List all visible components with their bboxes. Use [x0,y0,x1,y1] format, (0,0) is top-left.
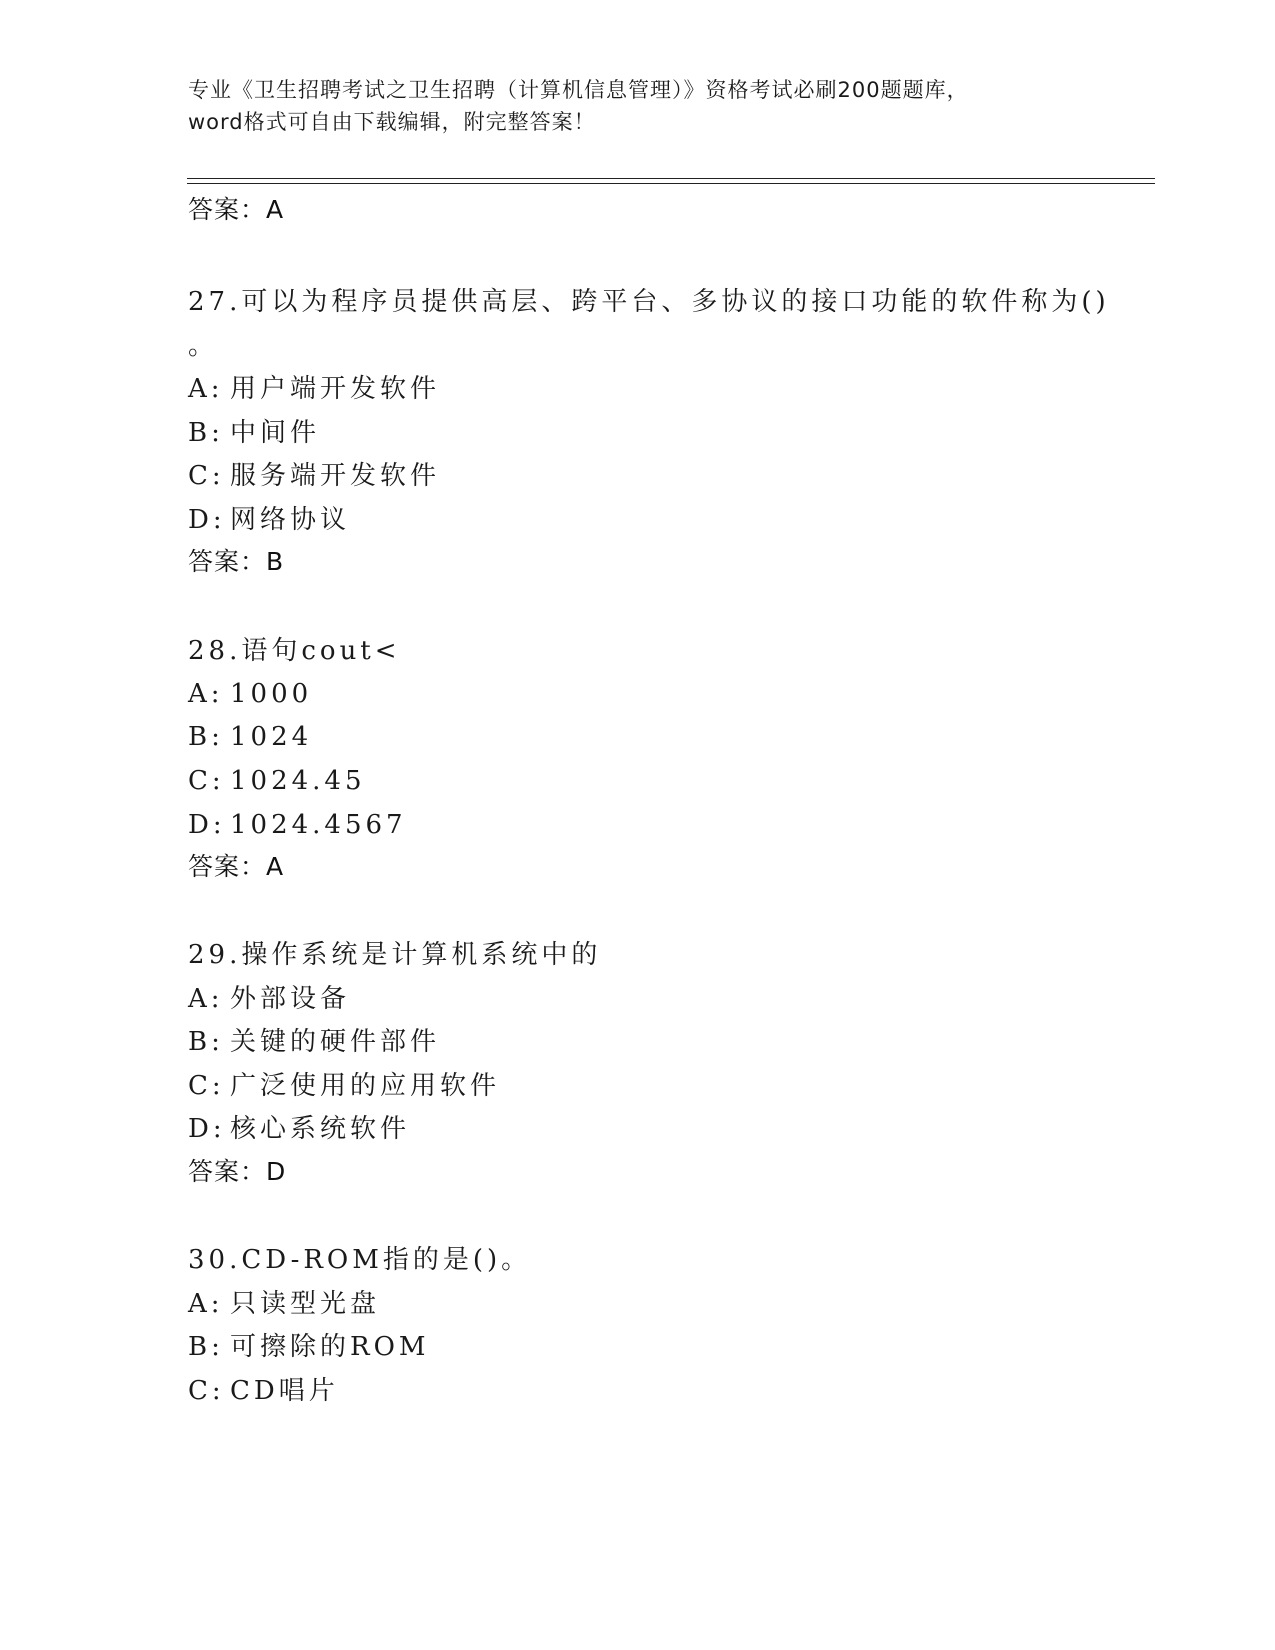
option-text: 服务端开发软件 [230,461,441,491]
question-28-option-c [188,765,366,797]
option-text: 网络协议 [230,505,351,535]
question-29-answer: 答案：D [188,1157,287,1186]
question-30-option-b [188,1331,430,1363]
question-30-option-c [188,1375,339,1407]
question-27-stem-continued: 。 [188,331,219,361]
question-28-option-d [188,809,407,841]
option-text: 可擦除的ROM [230,1332,430,1362]
option-letter: D: [188,505,226,535]
question-28-option-a [188,678,312,710]
option-letter: D: [188,810,226,840]
question-30-stem: 30.CD-ROM指的是()。 [188,1245,532,1275]
option-letter: A: [188,374,224,404]
question-28-option-b [188,721,312,753]
question-27-answer: 答案：B [188,547,285,576]
question-29-option-b [188,1026,440,1058]
option-letter: A: [188,984,224,1014]
question-30-option-a [188,1288,380,1320]
question-29-option-a [188,983,350,1015]
previous-answer: 答案：A [188,195,285,224]
question-28-answer: 答案：A [188,852,285,881]
header-line-1: 专业《卫生招聘考试之卫生招聘（计算机信息管理）》资格考试必刷200题题库， [188,78,969,102]
option-text: 只读型光盘 [230,1289,381,1319]
question-27-option-a [188,373,440,405]
option-letter: A: [188,679,224,709]
question-29-option-d [188,1113,410,1145]
option-letter: B: [188,722,224,752]
option-letter: B: [188,1027,224,1057]
question-27-option-c [188,460,440,492]
option-letter: C: [188,461,225,491]
question-28-stem: 28.语句cout< [188,636,401,666]
option-letter: A: [188,1289,224,1319]
header-divider-bottom [187,183,1155,184]
question-27-stem: 27.可以为程序员提供高层、跨平台、多协议的接口功能的软件称为() [188,287,1110,317]
option-letter: B: [188,1332,224,1362]
option-text: 外部设备 [230,984,351,1014]
option-letter: C: [188,1376,225,1406]
option-text: CD唱片 [230,1376,339,1406]
option-text: 广泛使用的应用软件 [230,1071,501,1101]
document-header [188,74,1088,138]
question-27-option-b [188,417,320,449]
option-text: 1024.45 [230,766,366,796]
option-text: 1000 [230,679,313,709]
header-divider-top [187,178,1155,179]
question-29-option-c [188,1070,500,1102]
option-letter: C: [188,1071,225,1101]
option-letter: D: [188,1114,226,1144]
option-text: 1024.4567 [230,810,407,840]
option-letter: B: [188,418,224,448]
option-text: 1024 [230,722,313,752]
option-text: 关键的硬件部件 [230,1027,441,1057]
question-29-stem: 29.操作系统是计算机系统中的 [188,940,602,970]
header-line-2: word格式可自由下载编辑，附完整答案！ [188,110,596,134]
option-text: 核心系统软件 [230,1114,411,1144]
option-text: 用户端开发软件 [230,374,441,404]
option-text: 中间件 [230,418,321,448]
option-letter: C: [188,766,225,796]
question-27-option-d [188,504,350,536]
